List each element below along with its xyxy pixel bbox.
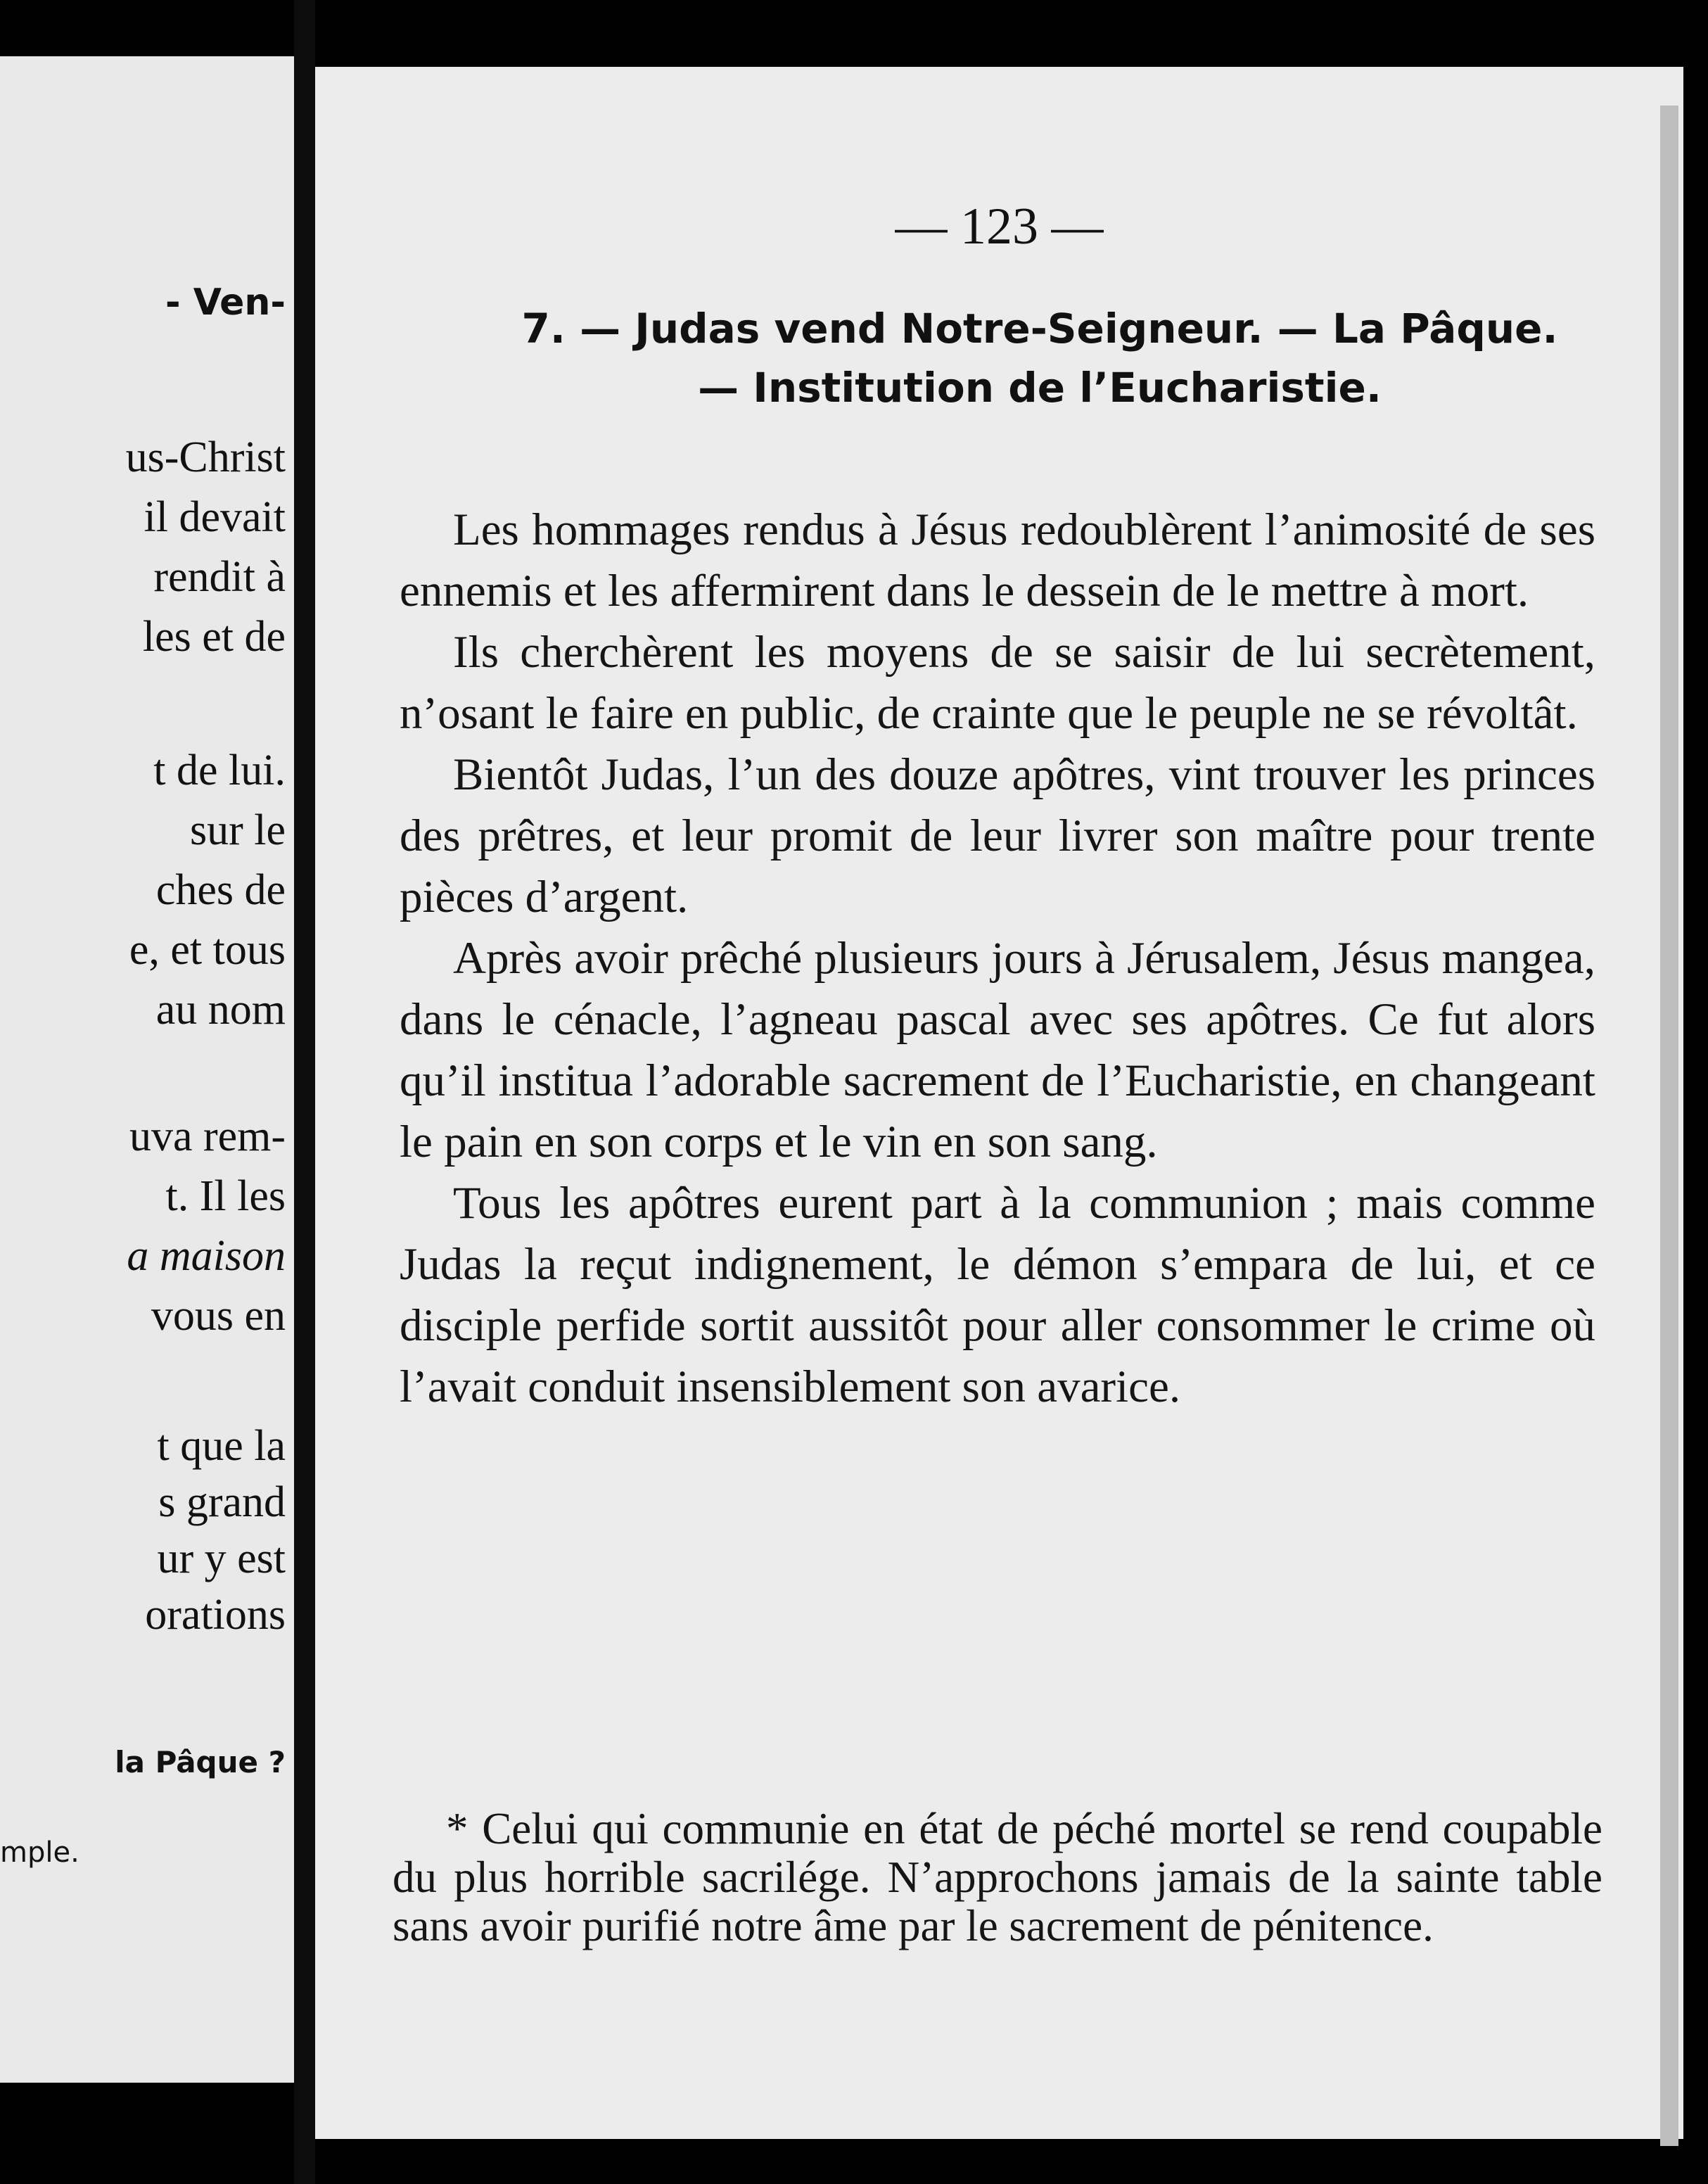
paragraph: Bientôt Judas, l’un des douze apôtres, vint trouver les princes des prêtres, et leur promit de leur livrer son maître pour trente pièces d’argent. (400, 749, 1595, 922)
left-page-line: ur y est (157, 1535, 286, 1582)
footnote (393, 1805, 1602, 1950)
left-page-line: vous en (151, 1292, 286, 1340)
left-page-line: ches de (155, 866, 286, 914)
page-number: — 123 — (895, 198, 1104, 255)
left-page-line: uva rem- (129, 1112, 286, 1160)
left-page-line: t. Il les (165, 1172, 286, 1220)
page-edge-shadow (1660, 106, 1678, 2146)
left-page-line: mple. (0, 1836, 79, 1869)
paragraph: Après avoir prêché plusieurs jours à Jérusalem, Jésus mangea, dans le cénacle, l’agneau pascal avec ses apôtres. Ce fut alors qu’il institua l’adorable sacrement de l’Eucharistie, en changeant le pain en son corps et le vin en son sang. (400, 933, 1595, 1167)
section-title (435, 299, 1645, 417)
section-title-line-1: 7. — Judas vend Notre-Seigneur. — La Pâque. (521, 305, 1558, 353)
left-page-line: us-Christ (125, 433, 286, 481)
section-title-line-2: — Institution de l’Eucharistie. (698, 364, 1382, 412)
paragraph: Ils cherchèrent les moyens de se saisir de lui secrètement, n’osant le faire en public, de crainte que le peuple ne se révoltât. (400, 627, 1595, 739)
left-page-line: - Ven- (165, 281, 286, 324)
body-text (400, 500, 1595, 1418)
left-page-line: la Pâque ? (115, 1745, 286, 1779)
left-page-line: e, et tous (129, 926, 286, 974)
book-gutter (294, 0, 315, 2184)
left-page-line: orations (145, 1591, 286, 1639)
left-page-line: t que la (157, 1422, 286, 1470)
paragraph: Les hommages rendus à Jésus redoublèrent l’animosité de ses ennemis et les affermirent dans le dessein de le mettre à mort. (400, 504, 1595, 616)
paragraph: Tous les apôtres eurent part à la communion ; mais comme Judas la reçut indignement, le démon s’empara de lui, et ce disciple perfide sortit aussitôt pour aller consommer le crime où l’avait conduit insensiblement son avarice. (400, 1178, 1595, 1412)
left-page-line: a maison (127, 1232, 286, 1280)
left-page-line: il devait (144, 493, 286, 541)
left-page-line: s grand (158, 1478, 286, 1526)
left-page-line: sur le (189, 806, 286, 854)
right-page (315, 67, 1683, 2139)
left-page-line: rendit à (153, 553, 286, 601)
left-page-line: au nom (155, 986, 286, 1034)
left-page-line: t de lui. (153, 747, 286, 794)
left-facing-page (0, 56, 294, 2083)
footnote-paragraph: * Celui qui communie en état de péché mortel se rend coupable du plus horrible sacrilége. N’approchons jamais de la sainte table sans avoir purifié notre âme par le sacrement de pénitence. (393, 1804, 1602, 1950)
left-page-line: les et de (142, 613, 286, 661)
